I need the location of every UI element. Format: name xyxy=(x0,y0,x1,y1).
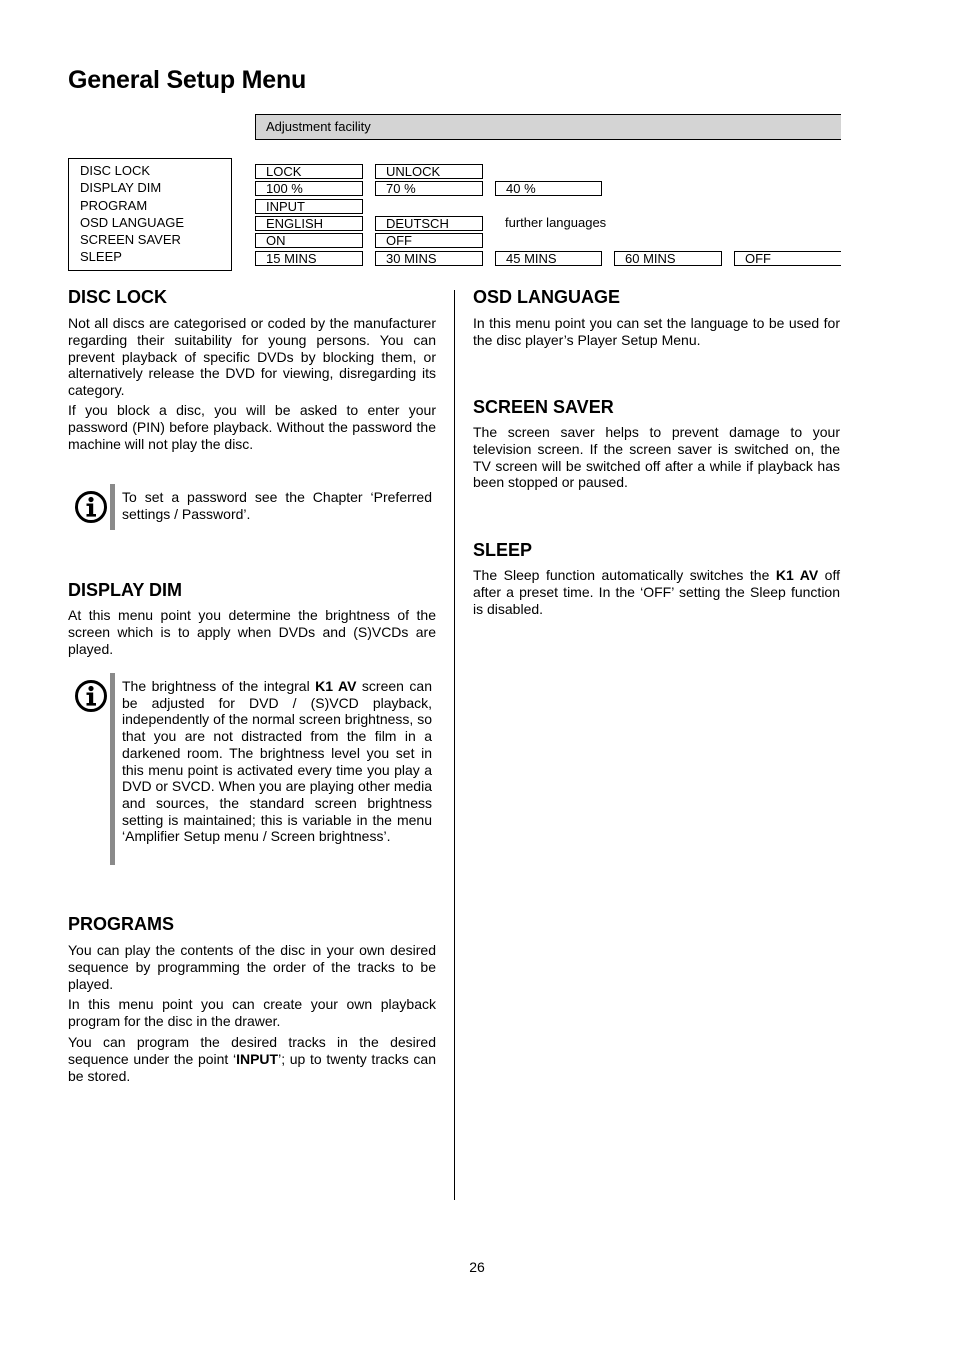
page-number: 26 xyxy=(469,1259,485,1275)
menu-item-sleep: SLEEP xyxy=(80,249,122,265)
heading-display-dim: DISPLAY DIM xyxy=(68,580,183,600)
menu-item-display-dim: DISPLAY DIM xyxy=(80,180,162,196)
programs-paragraph-2: In this menu point you can create your own playback program for the disc in the drawer. xyxy=(68,996,436,1029)
info-icon xyxy=(74,679,108,713)
adjustment-facility-header: Adjustment facility xyxy=(255,114,841,140)
option-unlock: UNLOCK xyxy=(375,164,483,179)
option-45-mins: 45 MINS xyxy=(495,251,602,266)
note-bar xyxy=(110,673,115,865)
programs-paragraph-1: You can play the contents of the disc in your own desired sequence by programming the order of the tracks to be played. xyxy=(68,942,436,992)
column-divider xyxy=(454,290,455,1200)
heading-osd-language: OSD LANGUAGE xyxy=(473,287,621,307)
option-70: 70 % xyxy=(375,181,483,196)
option-sleep-off: OFF xyxy=(734,251,841,266)
menu-items-box xyxy=(68,158,232,271)
programs-paragraph-3: You can program the desired tracks in the desired sequence under the point ‘INPUT’; up to twenty tracks can be stored. xyxy=(68,1034,436,1084)
info-icon xyxy=(74,490,108,524)
disc-lock-paragraph-2: If you block a disc, you will be asked to enter your password (PIN) before playback. Without the password the machine will not play the disc. xyxy=(68,402,436,452)
option-on: ON xyxy=(255,233,363,248)
osd-language-paragraph: In this menu point you can set the language to be used for the disc player’s Player Setup Menu. xyxy=(473,315,840,348)
option-100: 100 % xyxy=(255,181,363,196)
menu-item-screen-saver: SCREEN SAVER xyxy=(80,232,181,248)
menu-item-osd-language: OSD LANGUAGE xyxy=(80,214,185,230)
page-title: General Setup Menu xyxy=(68,66,307,94)
option-60-mins: 60 MINS xyxy=(614,251,722,266)
screen-saver-paragraph: The screen saver helps to prevent damage to your television screen. If the screen saver is switched on, the TV screen will be switched off after a while if playback has been stopped or paused. xyxy=(473,424,840,491)
menu-item-program: PROGRAM xyxy=(80,197,148,213)
option-15-mins: 15 MINS xyxy=(255,251,363,266)
heading-screen-saver: SCREEN SAVER xyxy=(473,397,614,417)
menu-item-disc-lock: DISC LOCK xyxy=(80,163,151,178)
disc-lock-paragraph-1: Not all discs are categorised or coded by the manufacturer regarding their suitability for young persons. You can prevent playback of specific DVDs by blocking them, or alternatively release the DVD for viewing, disregarding its category. xyxy=(68,315,436,399)
option-lock: LOCK xyxy=(255,164,363,179)
option-40: 40 % xyxy=(495,181,602,196)
display-dim-paragraph: At this menu point you determine the brightness of the screen which is to apply when DVDs and (S)VCDs are played. xyxy=(68,607,436,657)
option-input: INPUT xyxy=(255,199,363,214)
heading-programs: PROGRAMS xyxy=(68,914,175,934)
option-deutsch: DEUTSCH xyxy=(375,216,483,231)
option-english: ENGLISH xyxy=(255,216,363,231)
heading-disc-lock: DISC LOCK xyxy=(68,287,167,307)
sleep-paragraph: The Sleep function automatically switches the K1 AV off after a preset time. In the ‘OFF’ setting the Sleep function is disabled. xyxy=(473,567,840,617)
display-dim-note: The brightness of the integral K1 AV screen can be adjusted for DVD / (S)VCD playback, independently of the normal screen brightness, so that you are not distracted from the film in a darkened room. The brightness level you set in this menu point is activated every time you play a DVD or SVCD. When you are playing other media and sources, the standard screen brightness setting is maintained; this is variable in the menu ‘Amplifier Setup menu / Screen brightness’. xyxy=(122,678,432,845)
disc-lock-note: To set a password see the Chapter ‘Preferred settings / Password’. xyxy=(122,489,432,522)
option-30-mins: 30 MINS xyxy=(375,251,483,266)
option-off: OFF xyxy=(375,233,483,248)
heading-sleep: SLEEP xyxy=(473,540,533,560)
option-further-languages: further languages xyxy=(505,216,607,230)
note-bar xyxy=(110,484,115,530)
